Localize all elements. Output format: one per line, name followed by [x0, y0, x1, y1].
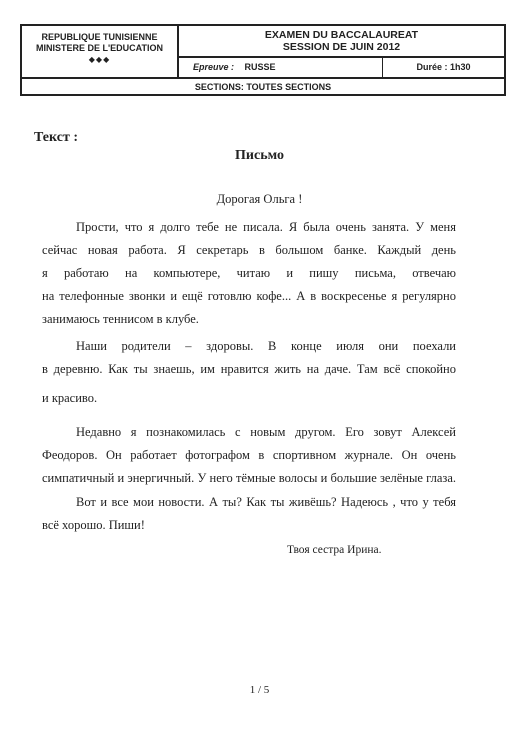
paragraph-line: сейчас новая работа. Я секретарь в большом банке. Каждый день: [42, 243, 456, 257]
exam-session: SESSION DE JUIN 2012: [282, 41, 401, 53]
sections-line: SECTIONS: TOUTES SECTIONS: [22, 77, 504, 94]
exam-title-block: [179, 26, 504, 56]
paragraph-4: [42, 491, 456, 537]
paragraph-2: [42, 335, 456, 410]
letter-greeting: Дорогая Ольга !: [216, 192, 303, 206]
letter-title: Письмо: [235, 148, 284, 163]
epreuve-label: Epreuve :: [193, 62, 235, 72]
paragraph-1: [42, 216, 456, 331]
paragraph-3: [42, 421, 456, 490]
exam-title: EXAMEN DU BACCALAUREAT: [264, 29, 419, 41]
paragraph-line: занимаюсь теннисом в клубе.: [42, 312, 199, 326]
duree: Durée : 1h30: [416, 62, 471, 72]
paragraph-line: я работаю на компьютере, читаю и пишу письма, отвечаю: [42, 266, 456, 280]
paragraph-line: Наши родители – здоровы. В конце июля они поехали: [76, 339, 456, 353]
letter-signature: Твоя сестра Ирина.: [287, 544, 382, 556]
paragraph-line: Феодоров. Он работает фотографом в спортивном журнале. Он очень: [42, 448, 456, 462]
ministry-name: MINISTERE DE L'EDUCATION: [36, 43, 163, 53]
country-name: REPUBLIQUE TUNISIENNE: [41, 32, 158, 42]
paragraph-line: в деревню. Как ты знаешь, им нравится жить на даче. Там всё спокойно: [42, 362, 456, 376]
issuer-block: [22, 26, 179, 77]
diamond-ornament-icon: ◆◆◆: [88, 55, 111, 64]
paragraph-line: Вот и все мои новости. А ты? Как ты живёшь? Надеюсь , что у тебя: [76, 495, 456, 509]
epreuve-cell: [179, 58, 383, 77]
paragraph-line: всё хорошо. Пиши!: [42, 518, 145, 532]
paragraph-line: на телефонные звонки и ещё готовлю кофе... А в воскресенье я регулярно: [42, 289, 456, 303]
paragraph-line: Недавно я познакомилась с новым другом. Его зовут Алексей: [76, 425, 456, 439]
text-label: Текст :: [34, 130, 78, 145]
paragraph-line: Прости, что я долго тебе не писала. Я была очень занята. У меня: [76, 220, 456, 234]
exam-info-row: [179, 56, 504, 77]
paragraph-line: симпатичный и энергичный. У него тёмные волосы и большие зелёные глаза.: [42, 471, 456, 485]
epreuve-value: RUSSE: [244, 62, 276, 72]
page-number: 1 / 5: [249, 684, 270, 696]
paragraph-line: и красиво.: [42, 391, 98, 405]
exam-header: [20, 24, 506, 96]
